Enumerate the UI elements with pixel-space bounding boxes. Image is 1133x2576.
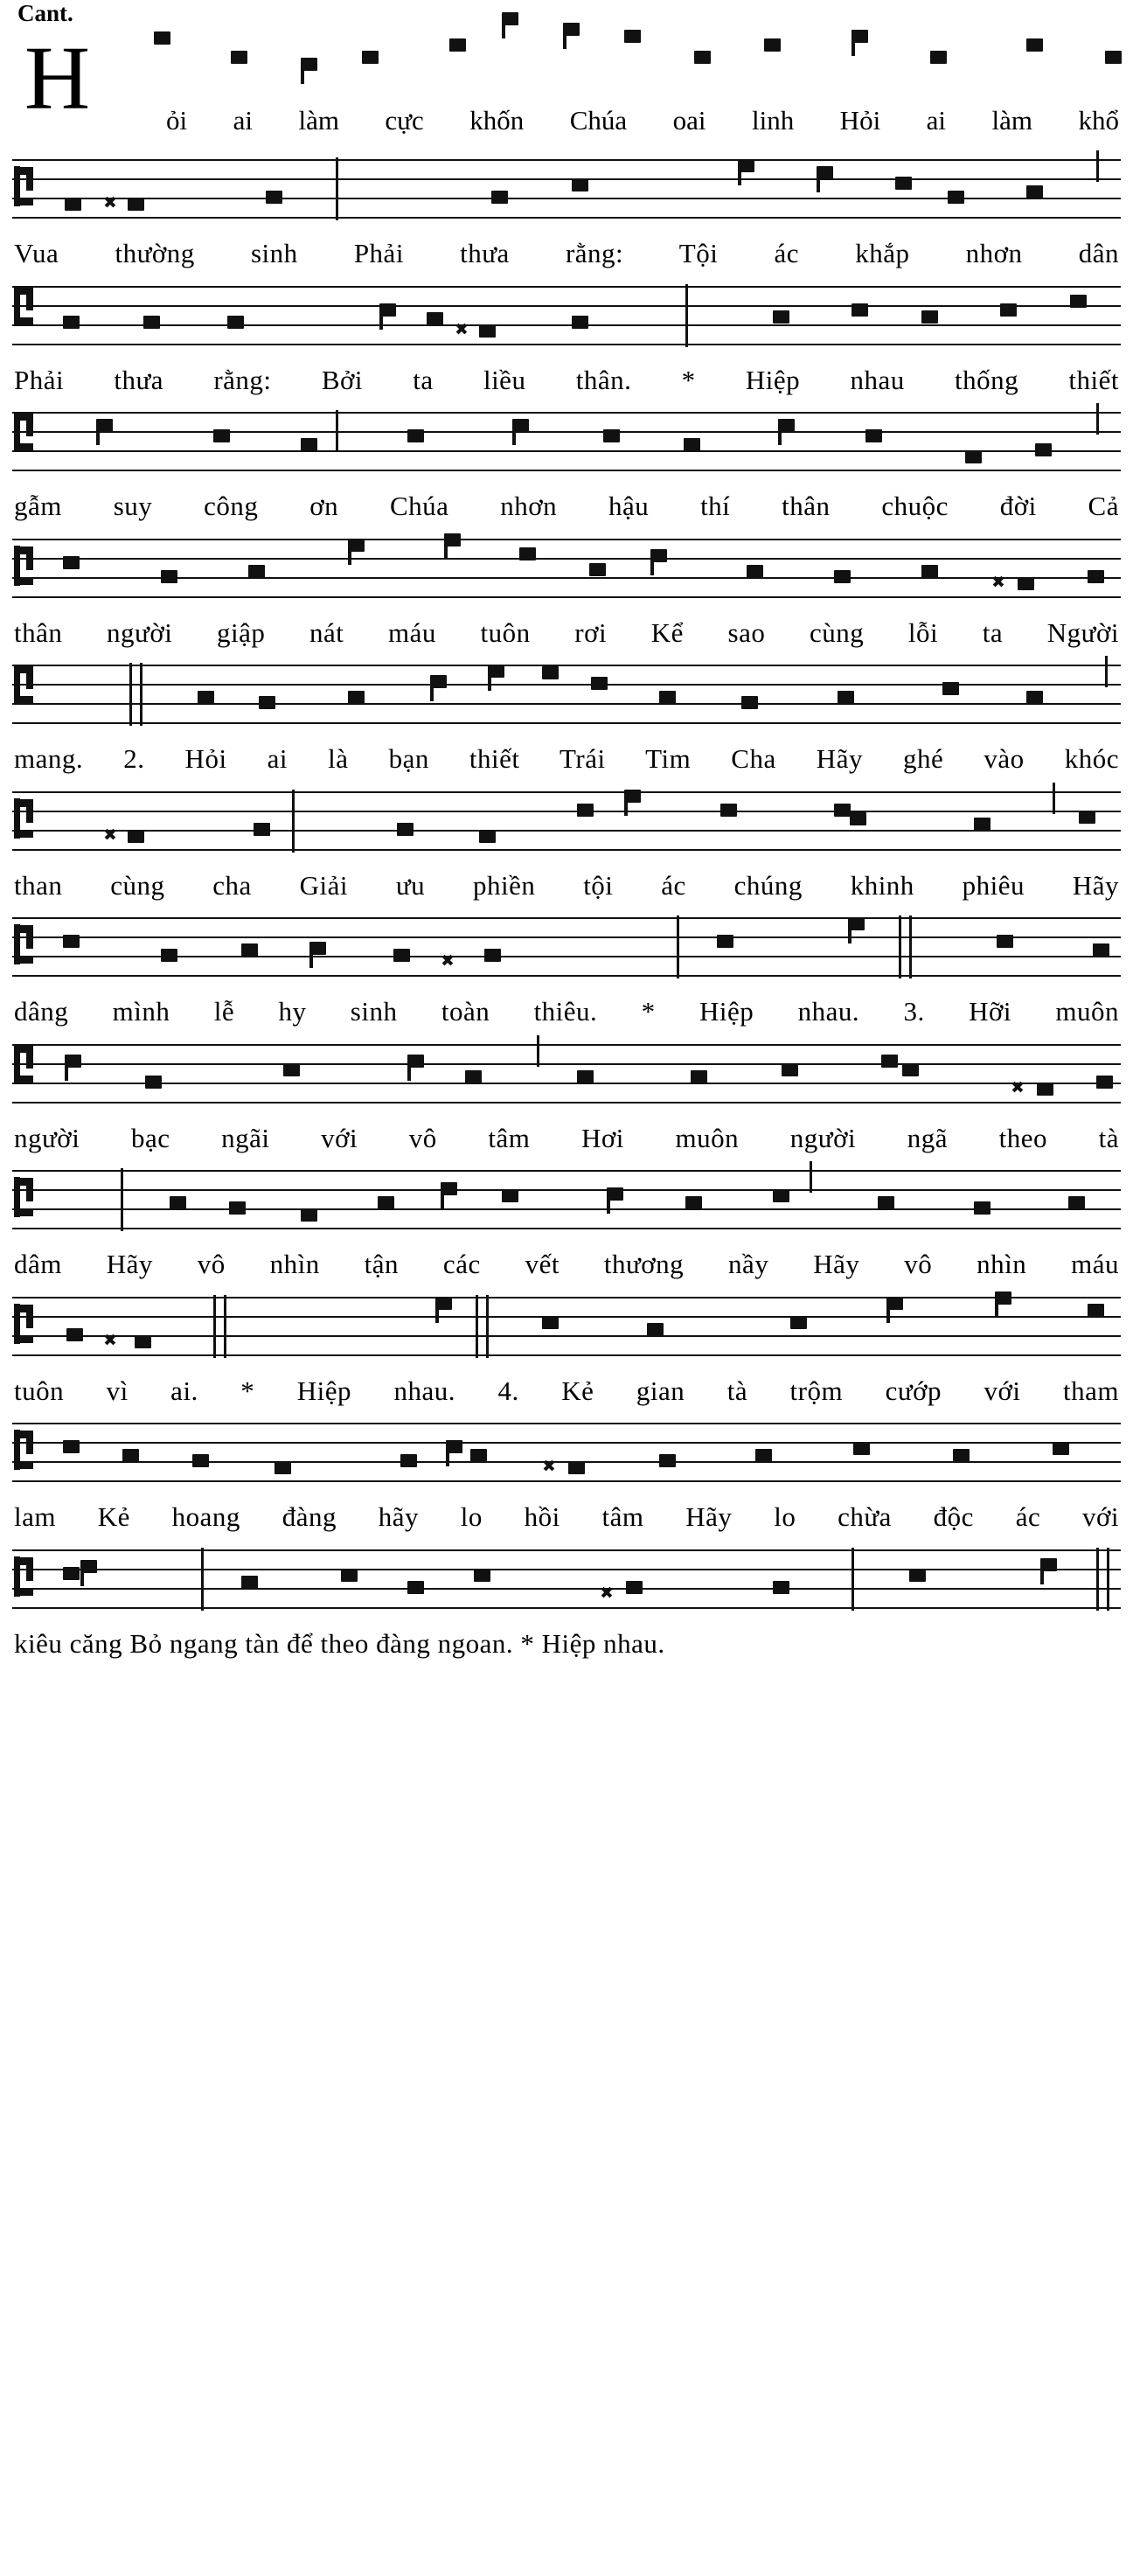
note (1018, 577, 1034, 590)
note (790, 1316, 807, 1329)
note (995, 1291, 1011, 1305)
staff-line (12, 703, 1121, 705)
staff-line (12, 849, 1121, 851)
note (948, 191, 964, 204)
barline (1096, 1548, 1099, 1611)
flat-sign-icon: ✖ (1011, 1077, 1025, 1097)
c-clef-icon (14, 665, 33, 705)
note (563, 23, 580, 36)
note (1093, 943, 1109, 957)
note (66, 1328, 83, 1341)
note (348, 539, 365, 552)
staff-line (12, 1354, 1121, 1356)
note (1037, 1083, 1053, 1096)
note (519, 547, 536, 560)
barline (851, 1548, 854, 1611)
lyrics-line-6: mang. 2. Hỏi ai là bạn thiết Trái Tim Cha Hãy ghé vào khóc (14, 743, 1119, 775)
staff-line (12, 577, 1121, 579)
staff-line (12, 1607, 1121, 1609)
note (853, 1442, 870, 1455)
note (607, 1187, 623, 1201)
note (1088, 570, 1104, 583)
staff-line (12, 286, 1121, 288)
note (63, 316, 80, 329)
note (624, 30, 641, 43)
staff-line (12, 1297, 1121, 1298)
note (851, 303, 868, 317)
staff-5 (12, 526, 1121, 610)
system-6 (12, 652, 1121, 779)
note (379, 303, 396, 317)
note (63, 1567, 80, 1580)
note (135, 1335, 151, 1348)
staff-line (12, 412, 1121, 414)
note (309, 942, 326, 955)
note (921, 565, 938, 578)
staff-10 (12, 1158, 1121, 1242)
note (1105, 51, 1122, 64)
lyrics-line-1: ỏi ai làm cực khốn Chúa oai linh Hỏi ai làm khổ (166, 105, 1119, 136)
note (659, 1454, 676, 1467)
barline (224, 1295, 226, 1358)
lyrics-line-4: gẫm suy công ơn Chúa nhơn hậu thí thân chuộc đời Cả (14, 491, 1119, 522)
note (848, 917, 865, 930)
note (154, 31, 170, 45)
note (80, 1560, 97, 1573)
barline (685, 284, 688, 347)
note (484, 949, 501, 962)
note (741, 696, 758, 709)
note (143, 316, 160, 329)
note (241, 943, 258, 957)
staff-line (12, 1063, 1121, 1065)
c-clef-icon (14, 166, 33, 206)
staff-line (12, 1044, 1121, 1046)
note (407, 1055, 424, 1068)
barline (1053, 783, 1055, 814)
barline (213, 1295, 216, 1358)
barline (336, 410, 338, 452)
note (881, 1055, 898, 1068)
staff-line (12, 596, 1121, 598)
lyrics-line-7: than cùng cha Giải ưu phiền tội ác chúng khinh phiêu Hãy (14, 869, 1119, 901)
system-1 (12, 0, 1121, 147)
staff-line (12, 539, 1121, 540)
note (63, 1440, 80, 1453)
note (577, 1070, 594, 1083)
note (63, 935, 80, 948)
system-10 (12, 1158, 1121, 1285)
note (1026, 691, 1043, 704)
note (65, 1055, 81, 1068)
staff-1 (152, 7, 1121, 91)
barline (537, 1035, 539, 1067)
staff-line (12, 1423, 1121, 1424)
note (953, 1449, 970, 1462)
staff-line (12, 917, 1121, 919)
system-13 (12, 1537, 1121, 1664)
note (161, 570, 177, 583)
note (1040, 1558, 1057, 1571)
note (145, 1076, 162, 1089)
note (1070, 295, 1087, 308)
staff-line (12, 305, 1121, 307)
flat-sign-icon: ✖ (103, 193, 117, 212)
staff-9 (12, 1032, 1121, 1116)
note (1035, 443, 1052, 456)
c-clef-icon (14, 1556, 33, 1597)
barline (1096, 150, 1099, 182)
flat-sign-icon: ✖ (103, 825, 117, 845)
system-8 (12, 905, 1121, 1032)
staff-line (12, 1083, 1121, 1084)
c-clef-icon (14, 1430, 33, 1470)
note (572, 316, 588, 329)
staff-line (12, 178, 1121, 180)
note (400, 1454, 417, 1467)
note (65, 198, 81, 211)
lyrics-line-5: thân người giập nát máu tuôn rơi Kể sao cùng lỗi ta Người (14, 616, 1119, 648)
barline (121, 1168, 123, 1231)
note (878, 1196, 894, 1209)
staff-2 (12, 147, 1121, 231)
note (542, 666, 559, 679)
staff-line (12, 1170, 1121, 1172)
note (603, 429, 620, 442)
note (747, 565, 763, 578)
staff-line (12, 1549, 1121, 1551)
staff-line (12, 811, 1121, 812)
note (755, 1449, 772, 1462)
note (902, 1063, 919, 1076)
note (474, 1569, 490, 1582)
note (248, 565, 265, 578)
staff-13 (12, 1537, 1121, 1621)
note (170, 1196, 186, 1209)
note (1068, 1196, 1085, 1209)
note (886, 1297, 903, 1310)
note (435, 1297, 452, 1310)
note (393, 949, 410, 962)
flat-sign-icon: ✖ (441, 951, 455, 971)
drop-cap: H (24, 28, 91, 129)
note (589, 563, 606, 576)
note (647, 1323, 664, 1336)
lyrics-line-13: kiêu căng Bỏ ngang tàn để theo đàng ngoan. * Hiệp nhau. (14, 1628, 665, 1660)
note (479, 830, 496, 843)
staff-line (12, 1442, 1121, 1444)
note (577, 804, 594, 817)
note (834, 570, 851, 583)
staff-line (12, 956, 1121, 957)
system-2 (12, 147, 1121, 274)
note (407, 1581, 424, 1594)
note (128, 198, 144, 211)
staff-line (12, 344, 1121, 345)
staff-11 (12, 1285, 1121, 1368)
staff-line (12, 1335, 1121, 1337)
staff-line (12, 1480, 1121, 1482)
barline (336, 157, 338, 220)
note (997, 935, 1013, 948)
note (778, 419, 795, 432)
staff-7 (12, 779, 1121, 863)
barline (292, 790, 295, 853)
note (407, 429, 424, 442)
c-clef-icon (14, 546, 33, 586)
staff-12 (12, 1410, 1121, 1494)
note (301, 1208, 317, 1222)
note (626, 1581, 643, 1594)
system-7 (12, 779, 1121, 906)
staff-line (12, 558, 1121, 560)
note (446, 1440, 462, 1453)
note (865, 429, 882, 442)
barline (810, 1161, 812, 1193)
note (122, 1449, 139, 1462)
note (198, 691, 214, 704)
staff-line (12, 830, 1121, 832)
staff-line (12, 1189, 1121, 1191)
barline (129, 663, 132, 726)
note (275, 1461, 291, 1474)
lyrics-line-11: tuôn vì ai. * Hiệp nhau. 4. Kẻ gian tà trộm cướp với tham (14, 1375, 1119, 1406)
lyrics-line-12: lam Kẻ hoang đàng hãy lo hồi tâm Hãy lo chừa độc ác với (14, 1501, 1119, 1533)
barline (486, 1295, 489, 1358)
note (341, 1569, 358, 1582)
staff-line (12, 665, 1121, 666)
note (283, 1063, 300, 1076)
note (378, 1196, 394, 1209)
lyrics-line-2: Vua thường sinh Phải thưa rằng: Tội ác khắp nhơn dân (14, 238, 1119, 268)
voice-label: Cant. (17, 0, 73, 26)
note (229, 1201, 246, 1215)
staff-6 (12, 652, 1121, 736)
note (1026, 38, 1043, 52)
note (930, 51, 947, 64)
note (1096, 1076, 1113, 1089)
c-clef-icon (14, 1304, 33, 1344)
note (850, 812, 866, 825)
staff-line (12, 1228, 1121, 1229)
note (942, 682, 959, 695)
note (427, 312, 443, 325)
staff-line (12, 1569, 1121, 1570)
barline (140, 663, 142, 726)
note (96, 419, 113, 432)
system-5 (12, 526, 1121, 653)
note (685, 1196, 702, 1209)
note (773, 310, 789, 324)
system-4 (12, 400, 1121, 526)
note (921, 310, 938, 324)
note (465, 1070, 482, 1083)
staff-line (12, 450, 1121, 452)
note (430, 675, 447, 688)
barline (476, 1295, 478, 1358)
note (684, 438, 700, 451)
note (974, 1201, 991, 1215)
note (192, 1454, 209, 1467)
barline (201, 1548, 204, 1611)
note (1026, 185, 1043, 198)
note (241, 1576, 258, 1589)
note (479, 324, 496, 338)
staff-line (12, 1588, 1121, 1590)
note (444, 533, 461, 547)
barline (677, 916, 679, 978)
note (488, 665, 504, 678)
staff-line (12, 791, 1121, 793)
lyrics-line-9: người bạc ngãi với vô tâm Hơi muôn người ngã theo tà (14, 1122, 1119, 1153)
c-clef-icon (14, 412, 33, 452)
flat-sign-icon: ✖ (991, 572, 1005, 592)
note (301, 438, 317, 451)
note (348, 691, 365, 704)
staff-line (12, 431, 1121, 433)
note (659, 691, 676, 704)
staff-8 (12, 905, 1121, 989)
staff-line (12, 722, 1121, 724)
note (231, 51, 247, 64)
note (738, 159, 754, 172)
barline (899, 916, 901, 978)
note (512, 419, 529, 432)
note (227, 316, 244, 329)
note (449, 38, 466, 52)
note (397, 823, 414, 836)
lyrics-line-3: Phải thưa rằng: Bởi ta liều thân. * Hiệp nhau thống thiết (14, 364, 1119, 395)
note (773, 1189, 789, 1202)
note (572, 178, 588, 191)
c-clef-icon (14, 924, 33, 964)
note (851, 30, 868, 43)
barline (1105, 656, 1108, 687)
system-3 (12, 274, 1121, 400)
note (650, 549, 667, 562)
note (1088, 1304, 1104, 1317)
note (470, 1449, 487, 1462)
flat-sign-icon: ✖ (542, 1457, 556, 1477)
staff-4 (12, 400, 1121, 484)
lyrics-line-8: dâng mình lễ hy sinh toàn thiêu. * Hiệp nhau. 3. Hỡi muôn (14, 996, 1119, 1027)
c-clef-icon (14, 286, 33, 326)
note (817, 166, 833, 179)
staff-line (12, 1316, 1121, 1318)
staff-3 (12, 274, 1121, 358)
system-11 (12, 1285, 1121, 1411)
staff-line (12, 1102, 1121, 1104)
note (720, 804, 737, 817)
staff-line (12, 159, 1121, 161)
staff-line (12, 217, 1121, 219)
note (1079, 811, 1095, 824)
note (128, 830, 144, 843)
barline (909, 916, 912, 978)
note (838, 691, 854, 704)
note (542, 1316, 559, 1329)
note (834, 804, 851, 817)
staff-line (12, 470, 1121, 471)
note (254, 823, 270, 836)
note (764, 38, 781, 52)
note (362, 51, 379, 64)
note (441, 1182, 457, 1195)
note (691, 1070, 707, 1083)
note (694, 51, 711, 64)
note (895, 177, 912, 190)
note (965, 450, 982, 463)
note (773, 1581, 789, 1594)
note (213, 429, 230, 442)
c-clef-icon (14, 798, 33, 839)
note (1053, 1442, 1069, 1455)
note (266, 191, 282, 204)
note (717, 935, 733, 948)
note (63, 556, 80, 569)
staff-line (12, 975, 1121, 977)
note (624, 790, 641, 803)
note (259, 696, 275, 709)
staff-line (12, 324, 1121, 326)
note (1000, 303, 1017, 317)
note (782, 1063, 798, 1076)
system-12 (12, 1410, 1121, 1537)
note (568, 1461, 585, 1474)
lyrics-line-10: dâm Hãy vô nhìn tận các vết thương nầy Hãy vô nhìn máu (14, 1249, 1119, 1280)
note (974, 818, 991, 831)
note (591, 677, 608, 690)
barline (1096, 403, 1099, 435)
system-9 (12, 1032, 1121, 1159)
staff-line (12, 936, 1121, 938)
flat-sign-icon: ✖ (103, 1330, 117, 1350)
barline (1107, 1548, 1109, 1611)
note (301, 58, 317, 71)
c-clef-icon (14, 1044, 33, 1084)
note (502, 1189, 518, 1202)
c-clef-icon (14, 1177, 33, 1217)
note (909, 1569, 926, 1582)
flat-sign-icon: ✖ (600, 1584, 614, 1604)
flat-sign-icon: ✖ (455, 319, 469, 339)
note (502, 12, 518, 25)
note (491, 191, 508, 204)
note (161, 949, 177, 962)
